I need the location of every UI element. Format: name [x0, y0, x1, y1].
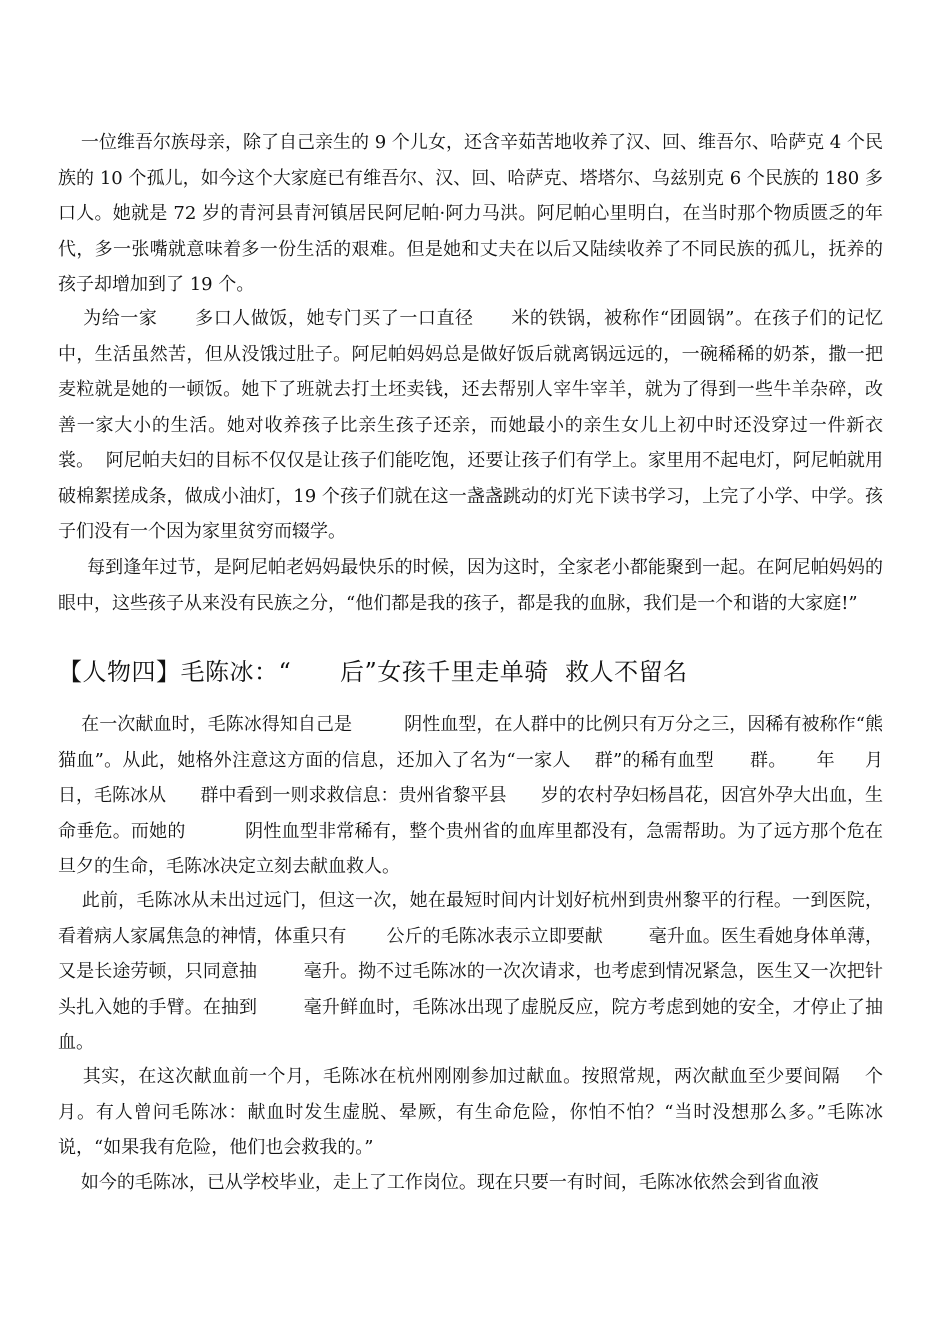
paragraph-today: 如今的毛陈冰，已从学校毕业，走上了工作岗位。现在只要一有时间，毛陈冰依然会到省血液: [58, 1172, 819, 1193]
paragraph-journey: 此前，毛陈冰从未出过远门，但这一次，她在最短时间内计划好杭州到贵州黎平的行程。一到医院，看着病人家属焦急的神情，体重只有 公斤的毛陈冰表示立即要献 毫升血。医生看她身体单薄，又是长途劳顿，只同意抽 毫升。拗不过毛陈冰的一次次请求，也考虑到情况紧急，医生又一次把针头扎入她的手臂。在抽到 毫升鲜血时，毛陈冰出现了虚脱反应，院方考虑到她的安全，才停止了抽血。: [58, 890, 883, 1053]
paragraph-previous-donation: 其实，在这次献血前一个月，毛陈冰在杭州刚刚参加过献血。按照常规，两次献血至少要间隔 个月。有人曾问毛陈冰：献血时发生虚脱、晕厥，有生命危险，你怕不怕？“当时没想那么多。”毛陈冰说，“如果我有危险，他们也会救我的。”: [58, 1066, 884, 1158]
paragraph-festivals: 每到逢年过节，是阿尼帕老妈妈最快乐的时候，因为这时，全家老小都能聚到一起。在阿尼帕妈妈的眼中，这些孩子从来没有民族之分，“他们都是我的孩子，都是我的血脉，我们是一个和谐的大家庭!”: [58, 557, 884, 614]
paragraph-anipa-intro: 一位维吾尔族母亲，除了自己亲生的 9 个儿女，还含辛茹苦地收养了汉、回、维吾尔、哈萨克 4 个民族的 10 个孤儿，如今这个大家庭已有维吾尔、汉、回、哈萨克、塔塔尔、乌兹别克 6 个民族的 180 多口人。她就是 72 岁的青河县青河镇居民阿尼帕·阿力马洪。阿尼帕心里明白，在当时那个物质匮乏的年代，多一张嘴就意味着多一份生活的艰难。但是她和丈夫在以后又陆续收养了不同民族的孤儿，抚养的孩子却增加到了 19 个。: [58, 132, 883, 295]
section-heading: 【人物四】毛陈冰：“ 后”女孩千里走单骑 救人不留名: [58, 658, 688, 686]
document-page: [58, 0, 918, 1344]
paragraph-blood-type: 在一次献血时，毛陈冰得知自己是 阴性血型，在人群中的比例只有万分之三，因稀有被称作“熊猫血”。从此，她格外注意这方面的信息，还加入了名为“一家人 群”的稀有血型 群。 年 月 日，毛陈冰从 群中看到一则求救信息：贵州省黎平县 岁的农村孕妇杨昌花，因宫外孕大出血，生命垂危。而她的 阴性血型非常稀有，整个贵州省的血库里都没有，急需帮助。为了远方那个危在旦夕的生命，毛陈冰决定立刻去献血救人。: [58, 714, 918, 877]
paragraph-reunion-pot: 为给一家 多口人做饭，她专门买了一口直径 米的铁锅，被称作“团圆锅”。在孩子们的记忆中，生活虽然苦，但从没饿过肚子。阿尼帕妈妈总是做好饭后就离锅远远的，一碗稀稀的奶茶，撒一把麦粒就是她的一顿饭。她下了班就去打土坯卖钱，还去帮别人宰牛宰羊，就为了得到一些牛羊杂碎，改善一家大小的生活。她对收养孩子比亲生孩子还亲，而她最小的亲生女儿上初中时还没穿过一件新衣裳。 阿尼帕夫妇的目标不仅仅是让孩子们能吃饱，还要让孩子们有学上。家里用不起电灯，阿尼帕就用破棉絮搓成条，做成小油灯，19 个孩子们就在这一盏盏跳动的灯光下读书学习，上完了小学、中学。孩子们没有一个因为家里贫穷而辍学。: [58, 308, 884, 542]
